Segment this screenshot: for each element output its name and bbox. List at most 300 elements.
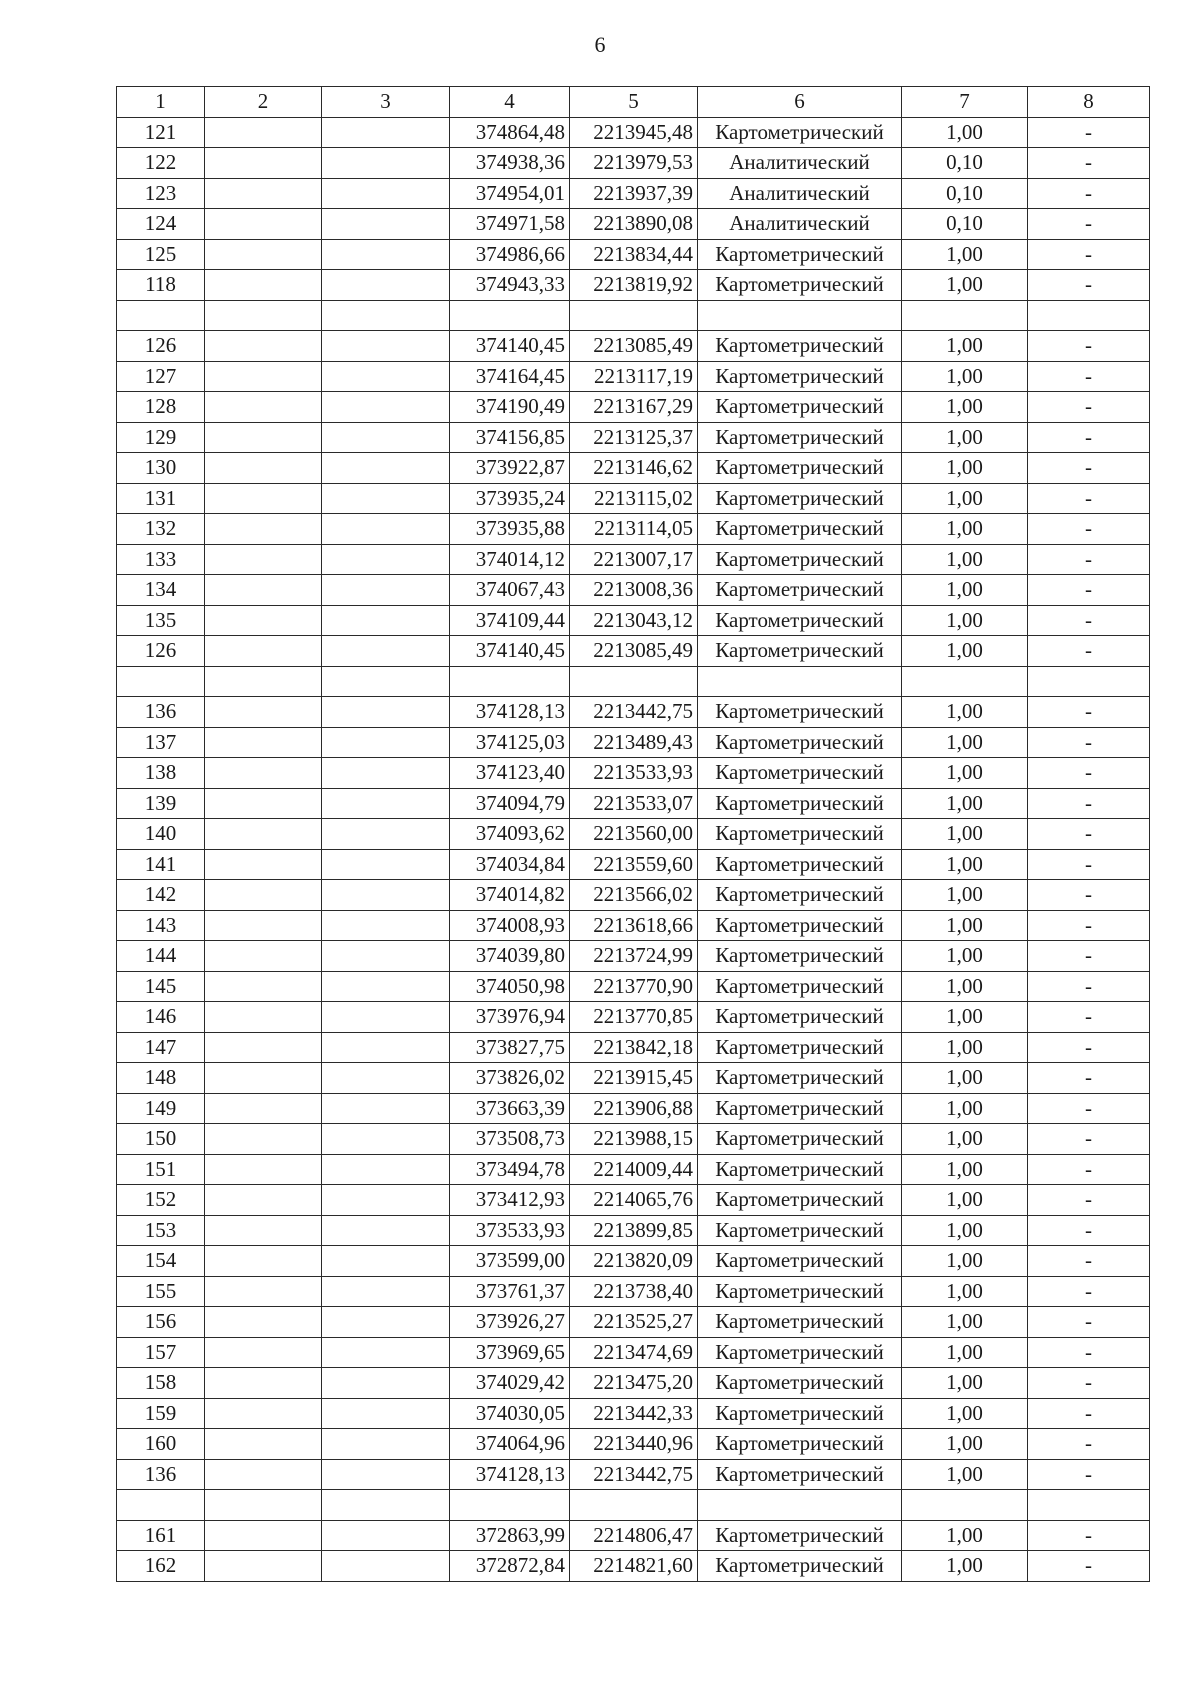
cell-point-number: 118 [117,270,205,301]
table-row [117,1093,1150,1124]
cell-point-number: 142 [117,880,205,911]
cell-col-3 [322,209,450,240]
cell-accuracy: 1,00 [902,514,1028,545]
table-row [117,666,1150,697]
cell-col-2 [205,819,322,850]
cell-col-2 [205,1032,322,1063]
cell-col-3 [322,1215,450,1246]
cell-col-3 [322,178,450,209]
cell-coord-x: 374050,98 [450,971,570,1002]
cell-col-8: - [1028,1368,1150,1399]
cell-col-2 [205,239,322,270]
table-row [117,1276,1150,1307]
cell-col-2 [205,971,322,1002]
cell-accuracy: 1,00 [902,331,1028,362]
cell-point-number: 135 [117,605,205,636]
cell-col-2 [205,1307,322,1338]
cell-col-2 [205,880,322,911]
cell-col-8: - [1028,483,1150,514]
cell-col-3 [322,1093,450,1124]
table-header-row [117,87,1150,118]
cell-coord-y: 2213979,53 [570,148,698,179]
cell-accuracy [902,666,1028,697]
cell-accuracy: 1,00 [902,1185,1028,1216]
cell-col-8: - [1028,1093,1150,1124]
cell-accuracy: 1,00 [902,270,1028,301]
cell-coord-x: 373926,27 [450,1307,570,1338]
header-cell-8: 8 [1028,87,1150,118]
cell-col-2 [205,209,322,240]
cell-col-8: - [1028,544,1150,575]
cell-col-2 [205,1246,322,1277]
table-row [117,941,1150,972]
cell-col-2 [205,392,322,423]
header-cell-1: 1 [117,87,205,118]
cell-coord-y: 2213937,39 [570,178,698,209]
cell-coord-y: 2213770,90 [570,971,698,1002]
cell-coord-x: 373826,02 [450,1063,570,1094]
cell-col-8: - [1028,1337,1150,1368]
cell-col-2 [205,422,322,453]
cell-col-8: - [1028,178,1150,209]
cell-col-3 [322,727,450,758]
cell-point-number: 139 [117,788,205,819]
header-cell-5: 5 [570,87,698,118]
cell-method: Картометрический [698,636,902,667]
cell-point-number: 122 [117,148,205,179]
cell-col-3 [322,819,450,850]
cell-col-3 [322,361,450,392]
table-row [117,910,1150,941]
cell-accuracy: 0,10 [902,178,1028,209]
header-cell-3: 3 [322,87,450,118]
cell-point-number: 137 [117,727,205,758]
cell-point-number [117,666,205,697]
cell-col-2 [205,788,322,819]
cell-coord-x: 373761,37 [450,1276,570,1307]
cell-accuracy: 1,00 [902,1398,1028,1429]
cell-col-3 [322,575,450,606]
cell-method: Картометрический [698,514,902,545]
cell-coord-y: 2213474,69 [570,1337,698,1368]
cell-accuracy: 1,00 [902,239,1028,270]
cell-col-8 [1028,666,1150,697]
cell-point-number: 127 [117,361,205,392]
cell-col-2 [205,727,322,758]
cell-coord-y: 2213533,07 [570,788,698,819]
header-cell-6: 6 [698,87,902,118]
cell-coord-x: 374067,43 [450,575,570,606]
cell-col-2 [205,605,322,636]
cell-method: Аналитический [698,209,902,240]
cell-coord-x: 374140,45 [450,636,570,667]
cell-coord-x: 373599,00 [450,1246,570,1277]
cell-col-3 [322,666,450,697]
cell-col-8: - [1028,819,1150,850]
cell-coord-x: 373663,39 [450,1093,570,1124]
cell-col-8: - [1028,1520,1150,1551]
cell-coord-y: 2213475,20 [570,1368,698,1399]
table-row [117,209,1150,240]
cell-method: Картометрический [698,392,902,423]
cell-col-3 [322,971,450,1002]
cell-col-3 [322,849,450,880]
cell-col-2 [205,453,322,484]
cell-col-3 [322,1002,450,1033]
cell-method: Картометрический [698,1368,902,1399]
cell-accuracy: 1,00 [902,941,1028,972]
cell-accuracy: 1,00 [902,1093,1028,1124]
cell-point-number: 133 [117,544,205,575]
cell-col-2 [205,666,322,697]
cell-accuracy: 1,00 [902,758,1028,789]
cell-method: Картометрический [698,910,902,941]
cell-accuracy: 1,00 [902,605,1028,636]
cell-coord-x: 374094,79 [450,788,570,819]
cell-col-8: - [1028,331,1150,362]
cell-coord-y: 2213085,49 [570,636,698,667]
cell-col-3 [322,1520,450,1551]
cell-col-2 [205,1459,322,1490]
cell-coord-y: 2213115,02 [570,483,698,514]
cell-col-2 [205,697,322,728]
table-row [117,1520,1150,1551]
cell-method: Картометрический [698,727,902,758]
cell-col-3 [322,148,450,179]
cell-col-2 [205,331,322,362]
cell-col-3 [322,392,450,423]
cell-col-8: - [1028,1459,1150,1490]
cell-coord-y: 2213820,09 [570,1246,698,1277]
cell-coord-y: 2214065,76 [570,1185,698,1216]
cell-col-2 [205,1154,322,1185]
cell-col-2 [205,1002,322,1033]
cell-coord-y: 2213915,45 [570,1063,698,1094]
cell-point-number: 155 [117,1276,205,1307]
cell-method: Картометрический [698,575,902,606]
cell-col-2 [205,1368,322,1399]
cell-method: Картометрический [698,941,902,972]
cell-col-3 [322,758,450,789]
cell-col-3 [322,483,450,514]
cell-point-number: 124 [117,209,205,240]
cell-col-8: - [1028,148,1150,179]
cell-coord-y: 2213114,05 [570,514,698,545]
cell-coord-x: 374014,82 [450,880,570,911]
cell-method: Картометрический [698,1124,902,1155]
cell-method: Картометрический [698,422,902,453]
cell-coord-x: 374123,40 [450,758,570,789]
table-row [117,544,1150,575]
cell-col-8: - [1028,1124,1150,1155]
cell-col-2 [205,514,322,545]
cell-method: Картометрический [698,758,902,789]
cell-point-number: 140 [117,819,205,850]
cell-method: Картометрический [698,1551,902,1582]
cell-col-8: - [1028,453,1150,484]
cell-method: Картометрический [698,1032,902,1063]
cell-coord-x: 373935,24 [450,483,570,514]
cell-col-3 [322,453,450,484]
cell-col-3 [322,1154,450,1185]
cell-point-number: 148 [117,1063,205,1094]
cell-col-3 [322,514,450,545]
cell-col-3 [322,1551,450,1582]
cell-col-3 [322,1490,450,1521]
table-row [117,819,1150,850]
cell-accuracy: 1,00 [902,1246,1028,1277]
cell-col-3 [322,1032,450,1063]
table-body [117,87,1150,1582]
table-row [117,636,1150,667]
cell-coord-x: 374938,36 [450,148,570,179]
cell-accuracy: 1,00 [902,636,1028,667]
cell-coord-x [450,666,570,697]
cell-coord-y: 2213566,02 [570,880,698,911]
cell-accuracy: 1,00 [902,1429,1028,1460]
cell-coord-y: 2213442,33 [570,1398,698,1429]
cell-point-number: 157 [117,1337,205,1368]
cell-method [698,666,902,697]
cell-col-3 [322,941,450,972]
cell-coord-y: 2213834,44 [570,239,698,270]
table-row [117,575,1150,606]
table-row [117,148,1150,179]
header-cell-4: 4 [450,87,570,118]
cell-point-number: 132 [117,514,205,545]
cell-col-3 [322,1246,450,1277]
cell-coord-x: 374164,45 [450,361,570,392]
cell-coord-x [450,300,570,331]
cell-col-3 [322,910,450,941]
cell-point-number: 130 [117,453,205,484]
table-row [117,971,1150,1002]
cell-point-number: 123 [117,178,205,209]
cell-accuracy: 1,00 [902,361,1028,392]
cell-point-number: 121 [117,117,205,148]
cell-col-8 [1028,1490,1150,1521]
cell-coord-y: 2213442,75 [570,1459,698,1490]
table-row [117,270,1150,301]
cell-point-number: 128 [117,392,205,423]
cell-method: Картометрический [698,1002,902,1033]
cell-col-8: - [1028,1032,1150,1063]
cell-accuracy: 1,00 [902,788,1028,819]
cell-col-2 [205,483,322,514]
cell-method [698,300,902,331]
cell-coord-x: 374064,96 [450,1429,570,1460]
cell-method: Картометрический [698,605,902,636]
cell-coord-x: 373508,73 [450,1124,570,1155]
cell-col-3 [322,636,450,667]
cell-coord-x: 372863,99 [450,1520,570,1551]
cell-col-3 [322,239,450,270]
cell-accuracy: 1,00 [902,1307,1028,1338]
cell-coord-x: 374109,44 [450,605,570,636]
cell-coord-y: 2213738,40 [570,1276,698,1307]
cell-accuracy: 0,10 [902,209,1028,240]
cell-method: Аналитический [698,148,902,179]
cell-col-8: - [1028,1215,1150,1246]
cell-accuracy: 1,00 [902,1276,1028,1307]
cell-col-3 [322,1124,450,1155]
cell-col-2 [205,1185,322,1216]
cell-col-3 [322,880,450,911]
cell-coord-x: 374190,49 [450,392,570,423]
cell-coord-x: 374156,85 [450,422,570,453]
cell-col-3 [322,1398,450,1429]
cell-col-3 [322,605,450,636]
cell-coord-y: 2213988,15 [570,1124,698,1155]
table-row [117,422,1150,453]
cell-coord-y: 2213899,85 [570,1215,698,1246]
cell-col-2 [205,148,322,179]
cell-col-8: - [1028,1276,1150,1307]
table-row [117,483,1150,514]
cell-point-number: 152 [117,1185,205,1216]
cell-accuracy: 1,00 [902,483,1028,514]
table-row [117,727,1150,758]
cell-coord-y: 2213008,36 [570,575,698,606]
cell-coord-y [570,300,698,331]
cell-col-3 [322,300,450,331]
table-row [117,1063,1150,1094]
cell-point-number: 150 [117,1124,205,1155]
table-row [117,1307,1150,1338]
cell-accuracy: 1,00 [902,1002,1028,1033]
cell-col-3 [322,1276,450,1307]
table-row [117,1368,1150,1399]
cell-coord-x: 374128,13 [450,697,570,728]
cell-coord-x: 373533,93 [450,1215,570,1246]
table-row [117,758,1150,789]
coordinates-table [116,86,1150,1582]
cell-col-2 [205,1215,322,1246]
cell-accuracy [902,1490,1028,1521]
cell-coord-x: 372872,84 [450,1551,570,1582]
cell-point-number: 156 [117,1307,205,1338]
cell-col-3 [322,117,450,148]
cell-method: Картометрический [698,361,902,392]
cell-coord-x: 374971,58 [450,209,570,240]
cell-method: Картометрический [698,819,902,850]
cell-col-2 [205,1398,322,1429]
cell-accuracy: 1,00 [902,697,1028,728]
cell-col-8: - [1028,422,1150,453]
cell-point-number: 136 [117,1459,205,1490]
cell-method: Картометрический [698,1429,902,1460]
cell-coord-y: 2213842,18 [570,1032,698,1063]
cell-method: Картометрический [698,1398,902,1429]
cell-col-8: - [1028,575,1150,606]
cell-col-2 [205,270,322,301]
table-row [117,697,1150,728]
cell-coord-x: 373922,87 [450,453,570,484]
cell-method: Картометрический [698,270,902,301]
cell-coord-y: 2213525,27 [570,1307,698,1338]
cell-accuracy: 1,00 [902,727,1028,758]
cell-col-8: - [1028,788,1150,819]
cell-method [698,1490,902,1521]
cell-point-number: 126 [117,636,205,667]
cell-col-8: - [1028,1429,1150,1460]
cell-col-2 [205,1337,322,1368]
cell-accuracy: 1,00 [902,1032,1028,1063]
table-row [117,1124,1150,1155]
cell-col-8: - [1028,941,1150,972]
cell-accuracy: 1,00 [902,575,1028,606]
cell-accuracy: 1,00 [902,453,1028,484]
cell-point-number: 147 [117,1032,205,1063]
table-row [117,392,1150,423]
table-row [117,1398,1150,1429]
cell-col-3 [322,697,450,728]
cell-accuracy: 1,00 [902,819,1028,850]
cell-point-number: 158 [117,1368,205,1399]
cell-col-2 [205,1093,322,1124]
cell-point-number [117,1490,205,1521]
cell-point-number: 129 [117,422,205,453]
cell-accuracy: 1,00 [902,544,1028,575]
cell-coord-x [450,1490,570,1521]
cell-col-8: - [1028,1185,1150,1216]
cell-col-8: - [1028,849,1150,880]
cell-coord-x: 374030,05 [450,1398,570,1429]
cell-coord-y: 2213890,08 [570,209,698,240]
cell-point-number: 160 [117,1429,205,1460]
cell-coord-y: 2213440,96 [570,1429,698,1460]
cell-col-8: - [1028,270,1150,301]
cell-col-8: - [1028,392,1150,423]
cell-coord-x: 374093,62 [450,819,570,850]
cell-col-2 [205,178,322,209]
table-row [117,1154,1150,1185]
cell-method: Картометрический [698,788,902,819]
cell-coord-y: 2213945,48 [570,117,698,148]
cell-accuracy: 1,00 [902,849,1028,880]
cell-col-8: - [1028,1002,1150,1033]
cell-coord-y: 2213007,17 [570,544,698,575]
table-row [117,117,1150,148]
cell-method: Картометрический [698,544,902,575]
cell-method: Картометрический [698,239,902,270]
cell-col-2 [205,1063,322,1094]
cell-method: Картометрический [698,1063,902,1094]
cell-coord-y: 2214806,47 [570,1520,698,1551]
cell-col-2 [205,300,322,331]
cell-coord-y: 2213770,85 [570,1002,698,1033]
cell-method: Картометрический [698,1337,902,1368]
table-row [117,453,1150,484]
cell-col-8: - [1028,1063,1150,1094]
cell-coord-x: 374008,93 [450,910,570,941]
cell-point-number [117,300,205,331]
cell-col-8: - [1028,758,1150,789]
cell-coord-x: 374140,45 [450,331,570,362]
cell-coord-x: 374014,12 [450,544,570,575]
cell-col-3 [322,331,450,362]
cell-coord-x: 374034,84 [450,849,570,880]
cell-accuracy: 1,00 [902,910,1028,941]
cell-col-2 [205,941,322,972]
table-row [117,1246,1150,1277]
table-row [117,1459,1150,1490]
cell-coord-x: 374029,42 [450,1368,570,1399]
cell-col-8: - [1028,971,1150,1002]
table-row [117,300,1150,331]
cell-col-3 [322,1459,450,1490]
cell-point-number: 125 [117,239,205,270]
